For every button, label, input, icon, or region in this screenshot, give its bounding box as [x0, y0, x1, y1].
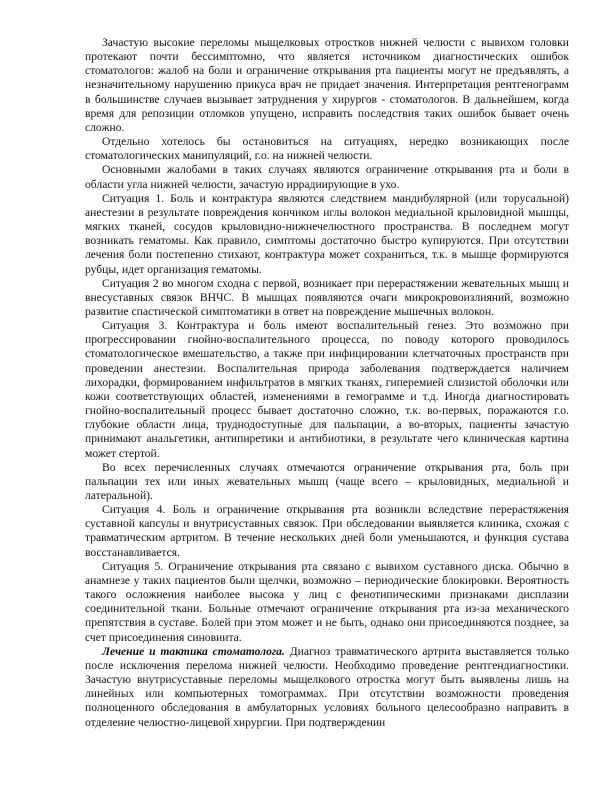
paragraph-situation-2: [85, 277, 569, 319]
paragraph-situation-1: [85, 192, 569, 277]
paragraph-text: Ситуация 2 во многом сходна с первой, возникает при перерастяжении жевательных мышц и внесуставных связок ВНЧС. В мышцах появляются очаги микрокровоизлияний, возможно развитие спастической симптоматики в ответ на повреждение мышечных волокон.: [85, 276, 569, 318]
paragraph-text: Отдельно хотелось бы остановиться на ситуациях, нередко возникающих после стоматологических манипуляций, г.о. на нижней челюсти.: [85, 135, 569, 163]
section-lead-heading: Лечение и тактика стоматолога.: [102, 644, 285, 658]
paragraph-manipulations: [85, 135, 569, 163]
paragraph-treatment: [85, 645, 569, 730]
paragraph-intro: [85, 36, 569, 135]
document-page: [85, 36, 569, 730]
paragraph-situation-4: [85, 503, 569, 560]
paragraph-text: Во всех перечисленных случаях отмечаются ограничение открывания рта, боль при пальпации тех или иных жевательных мышц (чаще всего – крыловидных, медиальной и латеральной).: [85, 460, 569, 502]
paragraph-text: Зачастую высокие переломы мыщелковых отростков нижней челюсти с вывихом головки протекают почти бессимптомно, что является источником диагностических ошибок стоматологов: жалоб на боли и ограничение открывания рта пациенты могут не предъявлять, а незначительному нарушению прикуса врач не придает значения. Интерпретация рентгенограмм в большинстве случаев вызывает затруднения у хирургов - стоматологов. В дальнейшем, когда время для репозиции отломков упущено, исправить последствия таких ошибок бывает очень сложно.: [85, 36, 569, 134]
paragraph-text: Основными жалобами в таких случаях являются ограничение открывания рта и боли в области угла нижней челюсти, зачастую иррадиирующие в ухо.: [85, 163, 569, 191]
paragraph-text: Ситуация 3. Контрактура и боль имеют воспалительный генез. Это возможно при прогрессировании гнойно-воспалительного процесса, по поводу которого проводилось стоматологическое вмешательство, а также при инфицировании клетчаточных пространств при проведении анестезии. Воспалительная природа заболевания подтверждается наличием лихорадки, формированием инфильтратов в мягких тканях, гиперемией слизистой оболочки или кожи соответствующих областей, изменениями в гемограмме и т.д. Иногда диагностировать гнойно-воспалительный процесс бывает достаточно сложно, т.к. во-первых, поражаются г.о. глубокие области лица, труднодоступные для пальпации, а во-вторых, пациенты зачастую принимают анальгетики, антипиретики и антибиотики, в результате чего клиническая картина может стертой.: [85, 319, 569, 460]
paragraph-summary: [85, 461, 569, 503]
paragraph-text: Ситуация 4. Боль и ограничение открывания рта возникли вследствие перерастяжения суставной капсулы и внутрисуставных связок. При обследовании выявляется клиника, схожая с травматическим артритом. В течение нескольких дней боли уменьшаются, и функция сустава восстанавливается.: [85, 503, 569, 559]
paragraph-complaints: [85, 163, 569, 191]
paragraph-situation-5: [85, 560, 569, 645]
paragraph-text: Ситуация 5. Ограничение открывания рта связано с вывихом суставного диска. Обычно в анамнезе у таких пациентов были щелчки, возможно – периодические блокировки. Вероятность такого осложнения наиболее высока у лиц с фенотипическими признаками дисплазии соединительной ткани. Больные отмечают ограничение открывания рта из-за механического препятствия в суставе. Болей при этом может и не быть, однако они присоединяются позднее, за счет присоединения синовиита.: [85, 559, 569, 644]
paragraph-text: Диагноз травматического артрита выставляется только после исключения перелома нижней челюсти. Необходимо проведение рентгендиагностики. Зачастую внутрисуставные переломы мыщелкового отростка могут быть выявлены лишь на линейных или компьютерных томограммах. При отсутствии возможности проведения полноценного обследования в амбулаторных условиях больного целесообразно направить в отделение челюстно-лицевой хирургии. При подтверждении: [85, 644, 569, 729]
paragraph-text: Ситуация 1. Боль и контрактура являются следствием мандибулярной (или торусальной) анестезии в результате повреждения кончиком иглы волокон медиальной крыловидной мышцы, мягких тканей, сосудов крыловидно-нижнечелюстного пространства. В последнем могут возникать гематомы. Как правило, симптомы достаточно быстро купируются. При отсутствии лечения боли постепенно стихают, контрактура может сохраниться, т.к. в мышце формируются рубцы, идет организация гематомы.: [85, 191, 569, 276]
paragraph-situation-3: [85, 319, 569, 461]
